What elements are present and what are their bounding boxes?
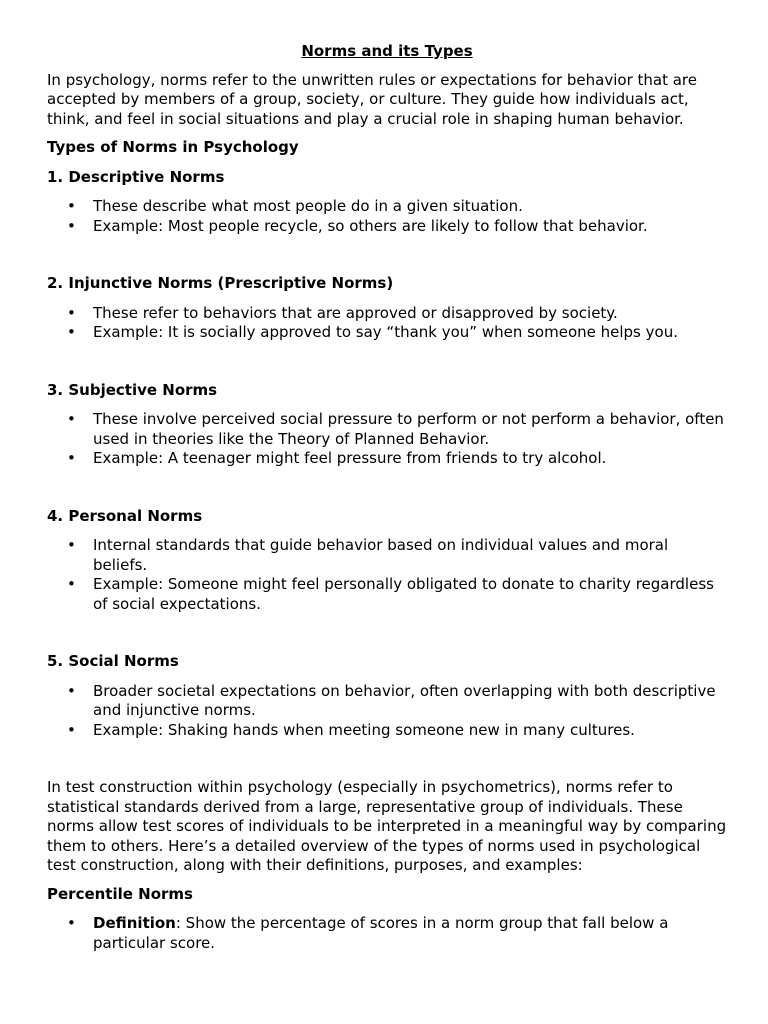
definition-term: Definition	[93, 914, 176, 932]
bullet-icon: •	[67, 216, 76, 235]
list-item: • Example: It is socially approved to say “thank you” when someone helps you.	[67, 323, 678, 341]
section-heading: 1. Descriptive Norms	[47, 167, 225, 186]
bullet-icon: •	[67, 575, 76, 593]
list-item	[47, 914, 727, 953]
section-heading: 3. Subjective Norms	[47, 380, 218, 399]
percentile-heading: Percentile Norms	[47, 884, 193, 903]
document-title: Norms and its Types	[301, 42, 473, 60]
bullet-icon: •	[67, 536, 76, 554]
bullet-icon: •	[67, 449, 76, 467]
intro-paragraph: In psychology, norms refer to the unwritten rules or expectations for behavior that are accepted by members of a group, society, or culture. They guide how individuals act, think, and feel in social situations and play a crucial role in shaping human behavior.	[47, 70, 697, 128]
bullet-list	[47, 682, 727, 741]
list-item: • Broader societal expectations on behavior, often overlapping with both descriptive and injunctive norms.	[67, 681, 716, 719]
bullet-list	[47, 536, 727, 614]
section-personal-norms	[47, 507, 727, 615]
section-heading: 4. Personal Norms	[47, 506, 203, 525]
types-heading: Types of Norms in Psychology	[47, 138, 299, 156]
section-heading: 2. Injunctive Norms (Prescriptive Norms)	[47, 274, 394, 292]
bullet-icon: •	[67, 303, 76, 322]
bullet-list	[47, 914, 727, 953]
bullet-icon: •	[67, 197, 76, 215]
bullet-list	[47, 304, 727, 343]
list-item: • These involve perceived social pressure to perform or not perform a behavior, often used in theories like the Theory of Planned Behavior.	[67, 410, 724, 448]
test-construction-paragraph: In test construction within psychology (especially in psychometrics), norms refer to statistical standards derived from a large, representative group of individuals. These norms allow test scores of individuals to be interpreted in a meaningful way by comparing them to others. Here’s a detailed overview of the types of norms used in psychological test construction, along with their definitions, purposes, and examples:	[47, 778, 727, 874]
bullet-icon: •	[67, 720, 76, 739]
definition-text: : Show the percentage of scores in a norm group that fall below a particular score.	[93, 914, 669, 952]
bullet-list	[47, 197, 727, 236]
section-descriptive-norms	[47, 168, 727, 237]
section-heading: 5. Social Norms	[47, 652, 179, 670]
list-item: • Example: Someone might feel personally obligated to donate to charity regardless of social expectations.	[67, 575, 714, 613]
list-item: • These describe what most people do in a given situation.	[67, 197, 523, 215]
bullet-icon: •	[67, 410, 76, 428]
section-subjective-norms	[47, 381, 727, 469]
list-item: • These refer to behaviors that are approved or disapproved by society.	[67, 303, 618, 322]
bullet-icon: •	[67, 681, 76, 700]
list-item: • Example: A teenager might feel pressure from friends to try alcohol.	[67, 449, 607, 467]
section-social-norms	[47, 652, 727, 740]
section-injunctive-norms	[47, 274, 727, 343]
bullet-icon: •	[67, 914, 76, 932]
bullet-icon: •	[67, 323, 76, 341]
list-item: • Example: Shaking hands when meeting someone new in many cultures.	[67, 720, 635, 739]
document-page	[47, 42, 727, 953]
bullet-list	[47, 410, 727, 469]
list-item: • Internal standards that guide behavior based on individual values and moral beliefs.	[67, 536, 669, 574]
list-item: • Example: Most people recycle, so others are likely to follow that behavior.	[67, 216, 648, 235]
